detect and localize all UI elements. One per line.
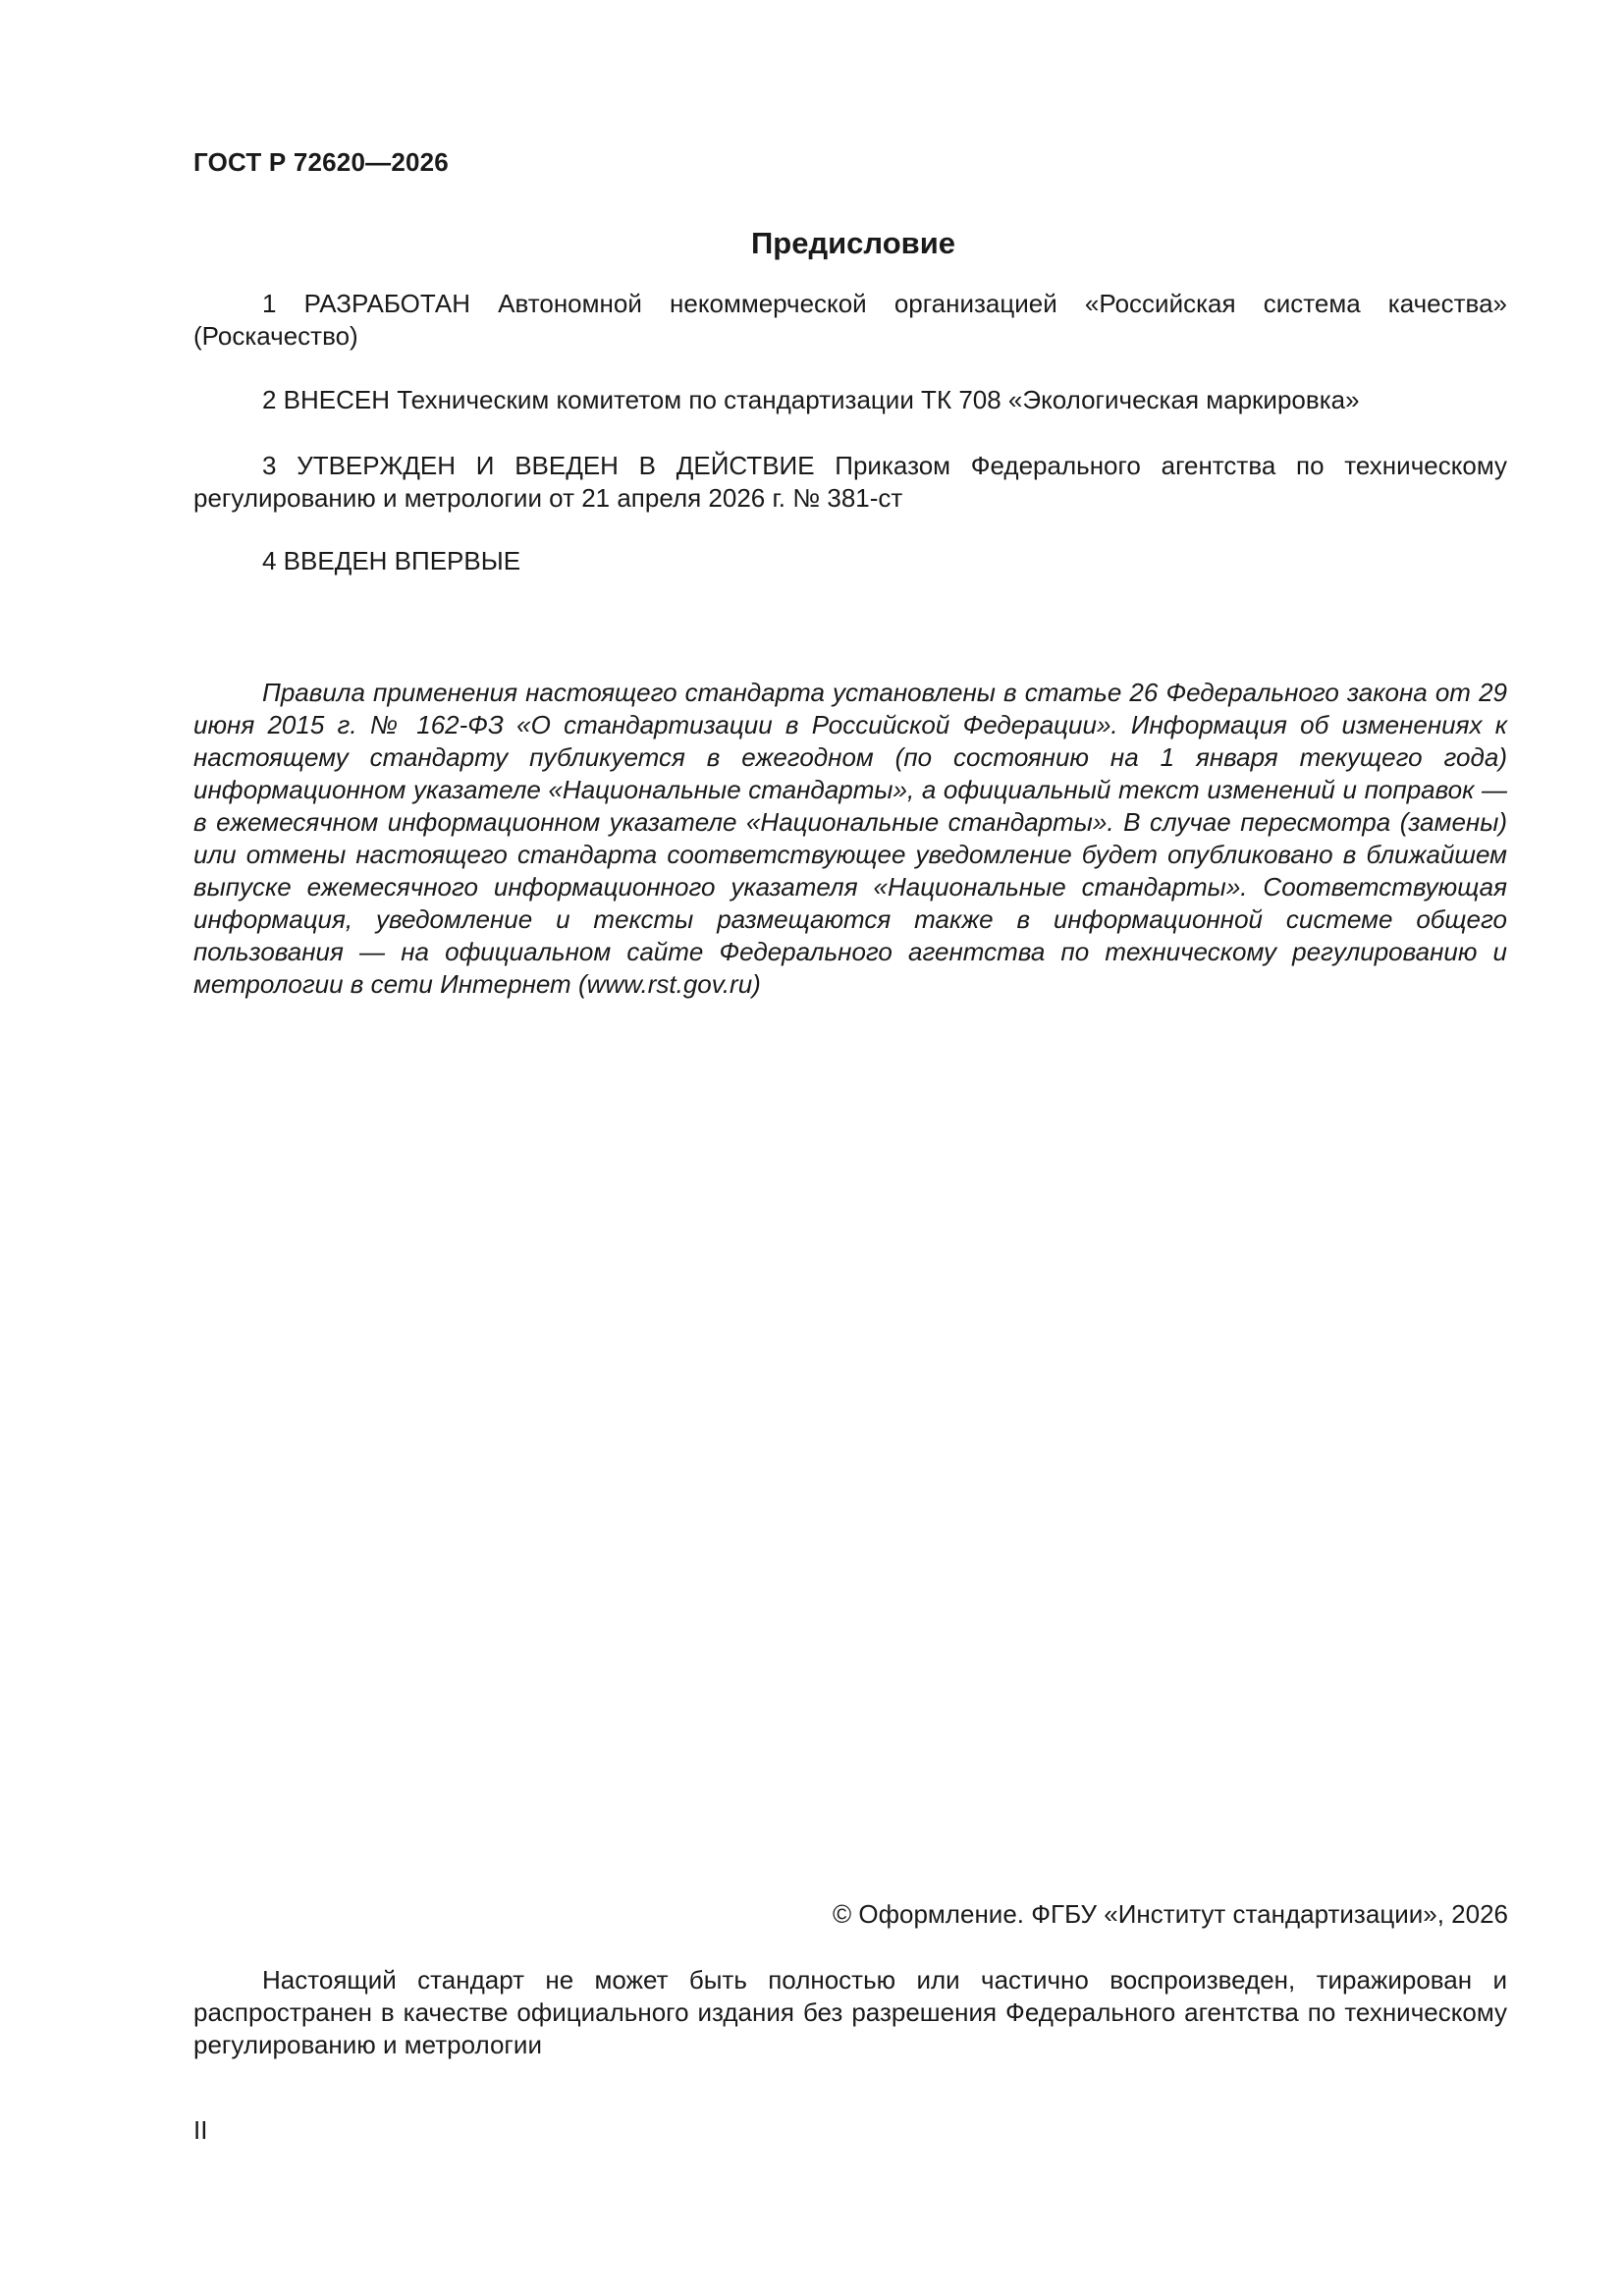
reproduction-notice: Настоящий стандарт не может быть полностью или частично воспроизведен, тиражирован и распространен в качестве официального издания без разрешения Федерального агентства по техническому регулированию и метрологии xyxy=(193,1965,1507,2059)
page-number: II xyxy=(193,2115,208,2145)
preface-item-introduced: 4 ВВЕДЕН ВПЕРВЫЕ xyxy=(262,546,521,575)
page-title: Предисловие xyxy=(750,226,955,260)
application-rules-notice: Правила применения настоящего стандарта установлены в статье 26 Федерального закона от 29 июня 2015 г. № 162-ФЗ «О стандартизации в Российской Федерации». Информация об изменениях к настоящему стандарту публикуется в ежегодном (по состоянию на 1 января текущего года) информационном указателе «Национальные стандарты», а официальный текст изменений и поправок — в ежемесячном информационном указателе «Национальные стандарты». В случае пересмотра (замены) или отмены настоящего стандарта соответствующее уведомление будет опубликовано в ближайшем выпуске ежемесячного информационного указателя «Национальные стандарты». Соответствующая информация, уведомление и тексты размещаются также в информационной системе общего пользования — на официальном сайте Федерального агентства по техническому регулированию и метрологии в сети Интернет (www.rst.gov.ru) xyxy=(193,678,1507,999)
preface-item-submitted: 2 ВНЕСЕН Техническим комитетом по стандартизации ТК 708 «Экологическая маркировка» xyxy=(262,385,1360,414)
preface-item-approved: 3 УТВЕРЖДЕН И ВВЕДЕН В ДЕЙСТВИЕ Приказом Федерального агентства по техническому регулированию и метрологии от 21 апреля 2026 г. № 381-ст xyxy=(193,451,1507,513)
preface-item-developed: 1 РАЗРАБОТАН Автономной некоммерческой организацией «Российская система качества» (Роскачество) xyxy=(193,289,1507,351)
standard-code: ГОСТ Р 72620—2026 xyxy=(193,147,449,177)
copyright-line: © Оформление. ФГБУ «Институт стандартизации», 2026 xyxy=(833,1899,1508,1929)
